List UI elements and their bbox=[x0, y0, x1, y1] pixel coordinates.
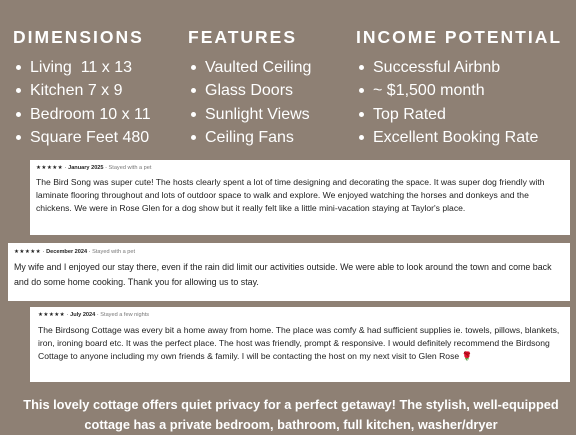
review-card bbox=[8, 243, 570, 301]
bullet-icon bbox=[16, 112, 21, 117]
review-tag: Stayed a few nights bbox=[100, 312, 150, 318]
review-meta: ★★★★★ · July 2024 · Stayed a few nights bbox=[38, 312, 150, 318]
bullet-icon bbox=[359, 135, 364, 140]
features-list bbox=[188, 56, 311, 149]
income-list bbox=[356, 56, 562, 149]
features-column bbox=[188, 26, 311, 149]
review-text-wrapper bbox=[38, 324, 562, 364]
rose-icon: 🌹 bbox=[461, 351, 473, 362]
list-item: Bedroom 10 x 11 bbox=[13, 103, 151, 126]
bullet-icon bbox=[191, 135, 196, 140]
review-tag: Stayed with a pet bbox=[92, 249, 136, 255]
income-column bbox=[356, 26, 562, 149]
bullet-icon bbox=[191, 112, 196, 117]
list-item: Top Rated bbox=[356, 103, 562, 126]
list-item: Ceiling Fans bbox=[188, 126, 311, 149]
list-item: Vaulted Ceiling bbox=[188, 56, 311, 79]
list-item: ~ $1,500 month bbox=[356, 79, 562, 102]
dimensions-heading: DIMENSIONS bbox=[13, 27, 144, 47]
list-item: Sunlight Views bbox=[188, 103, 311, 126]
review-date: January 2025 bbox=[68, 165, 104, 171]
star-rating-icon: ★★★★★ bbox=[36, 165, 64, 171]
review-meta: ★★★★★ · December 2024 · Stayed with a pet bbox=[14, 249, 136, 255]
review-date: July 2024 bbox=[70, 312, 96, 318]
review-tag: Stayed with a pet bbox=[108, 165, 152, 171]
bullet-icon bbox=[16, 88, 21, 93]
review-text: My wife and I enjoyed our stay there, even if the rain did limit our activities outside. We were able to look around the town and come back and do some home cooking. Thank you for allowing us to stay. bbox=[14, 262, 552, 287]
income-heading: INCOME POTENTIAL bbox=[356, 27, 563, 47]
bullet-icon bbox=[191, 88, 196, 93]
list-item: Excellent Booking Rate bbox=[356, 126, 562, 149]
list-item: Living 11 x 13 bbox=[13, 56, 151, 79]
dimensions-list bbox=[13, 56, 151, 149]
bullet-icon bbox=[359, 112, 364, 117]
list-item: Glass Doors bbox=[188, 79, 311, 102]
star-rating-icon: ★★★★★ bbox=[14, 249, 42, 255]
review-meta: ★★★★★ · January 2025 · Stayed with a pet bbox=[36, 165, 152, 171]
list-item: Successful Airbnb bbox=[356, 56, 562, 79]
dimensions-column bbox=[13, 26, 151, 149]
bullet-icon bbox=[16, 135, 21, 140]
review-date: December 2024 bbox=[46, 249, 88, 255]
review-text: The Bird Song was super cute! The hosts clearly spent a lot of time designing and decorating the space. It was super dog friendly with laminate flooring throughout and lots of outdoor space to walk and explore. We enjoyed watching the horses and donkeys and the chickens. We were in Rose Glen for a dog show but it really felt like a little mini-vacation staying at Taylor's place. bbox=[36, 177, 545, 214]
review-card bbox=[30, 307, 570, 382]
bullet-icon bbox=[16, 65, 21, 70]
review-text: The Birdsong Cottage was every bit a home away from home. The place was comfy & had sufficient supplies ie. towels, pillows, blankets, iron, ironing board etc. It was the perfect place. The host was friendly, prompt & responsive. I would definitely recommend the Birdsong Cottage to anyone including my own friends & family. I will be contacting the host on my next visit to Glen Rose bbox=[38, 325, 560, 362]
review-card bbox=[30, 160, 570, 235]
list-item: Square Feet 480 bbox=[13, 126, 151, 149]
bullet-icon bbox=[359, 65, 364, 70]
star-rating-icon: ★★★★★ bbox=[38, 312, 66, 318]
list-item: Kitchen 7 x 9 bbox=[13, 79, 151, 102]
bullet-icon bbox=[191, 65, 196, 70]
cottage-description: This lovely cottage offers quiet privacy for a perfect getaway! The stylish, well-equipped cottage has a private bedroom, bathroom, full kitchen, washer/dryer bbox=[23, 397, 559, 432]
bullet-icon bbox=[359, 88, 364, 93]
features-heading: FEATURES bbox=[188, 27, 298, 47]
